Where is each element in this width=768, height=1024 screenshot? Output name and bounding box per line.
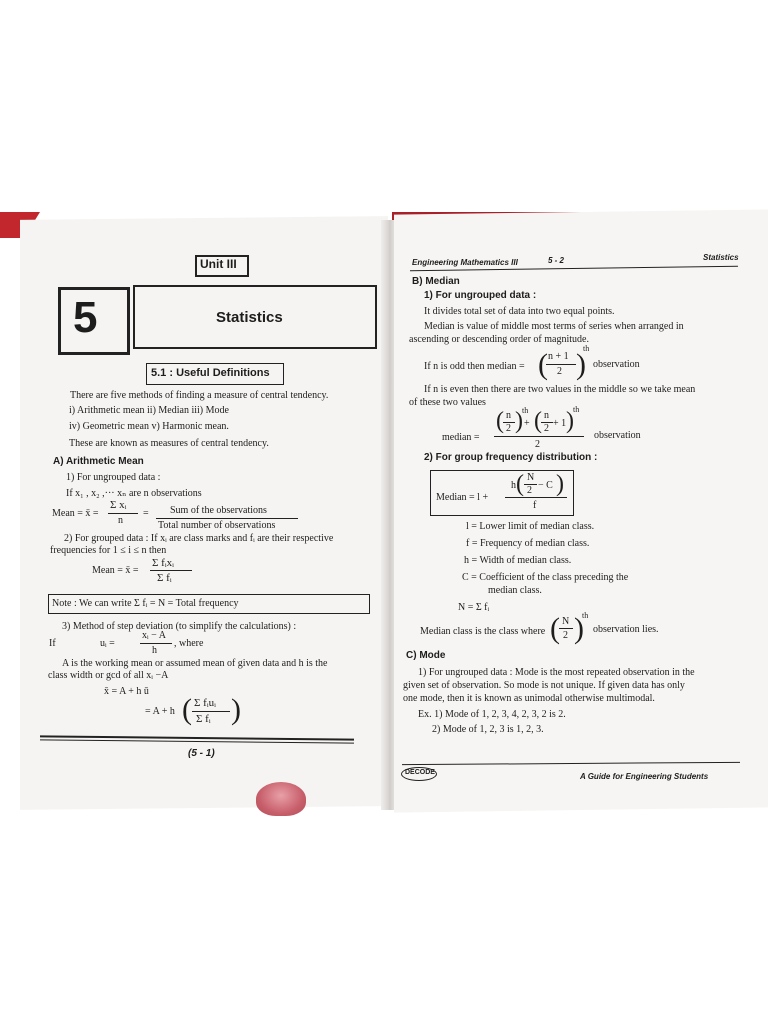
intro-text: There are five methods of finding a measure of central tendency.	[70, 390, 329, 401]
even-main-fraction-bar	[494, 436, 584, 437]
gm-main-fraction-bar	[505, 497, 567, 498]
arithmetic-mean-heading: A) Arithmetic Mean	[53, 456, 144, 467]
xbar-equation: x̄ = A + h ū	[104, 686, 149, 697]
ui-denominator: h	[152, 645, 157, 656]
grouped-median-f: f	[533, 500, 537, 511]
c-definition-2: median class.	[488, 585, 542, 596]
gm-left-paren: (	[516, 471, 524, 497]
note-text: Note : We can write Σ fᵢ = N = Total frequency	[52, 598, 239, 609]
even-text-2: of these two values	[409, 397, 486, 408]
median-class-text: Median class is the class where	[420, 626, 546, 637]
odd-observation: observation	[593, 359, 640, 370]
working-mean-text: A is the working mean or assumed mean of given data and h is the	[62, 658, 328, 669]
right-paren: )	[231, 693, 241, 726]
f-definition: f = Frequency of median class.	[466, 538, 590, 549]
mc-th: th	[582, 611, 589, 620]
even-text-1: If n is even then there are two values in the middle so we take mean	[424, 384, 696, 395]
methods-line-1: i) Arithmetic mean ii) Median iii) Mode	[69, 405, 229, 416]
final-fraction-bar	[192, 711, 230, 712]
running-header-center: 5 - 2	[548, 256, 565, 265]
mean2-lhs: Mean = x̄ =	[92, 565, 139, 576]
right-footer-text: A Guide for Engineering Students	[580, 772, 709, 781]
even-two-1: 2	[506, 423, 511, 434]
even-observation: observation	[594, 430, 641, 441]
h-definition: h = Width of median class.	[464, 555, 572, 566]
left-page-number: (5 - 1)	[188, 748, 215, 759]
final-numerator: Σ fᵢuᵢ	[194, 697, 216, 709]
mean2-numerator: Σ fᵢxᵢ	[152, 557, 174, 569]
even-paren-2-right: )	[566, 408, 574, 434]
mode-text-3: one mode, then it is known as unimodal otherwise multimodal.	[403, 693, 655, 704]
methods-line-2: iv) Geometric mean v) Harmonic mean.	[69, 421, 229, 432]
odd-fraction-bar	[546, 364, 576, 365]
odd-left-paren: (	[538, 348, 548, 381]
grouped-data-text: 2) For grouped data : If xᵢ are class marks and fᵢ are their respective	[64, 533, 334, 544]
odd-right-paren: )	[576, 348, 586, 381]
ui-lhs: uᵢ =	[100, 638, 115, 649]
section-heading: 5.1 : Useful Definitions	[151, 367, 270, 379]
chapter-number: 5	[73, 293, 98, 342]
mc-left-paren: (	[550, 612, 560, 645]
grouped-median-two: 2	[527, 485, 532, 496]
frequencies-text: frequencies for 1 ≤ i ≤ n then	[50, 545, 167, 556]
obs-lies-text: observation lies.	[593, 624, 659, 635]
grouped-median-N: N	[527, 472, 535, 483]
mode-example-2: 2) Mode of 1, 2, 3 is 1, 2, 3.	[432, 724, 544, 735]
odd-th: th	[583, 344, 590, 353]
mc-right-paren: )	[574, 612, 584, 645]
running-header-left: Engineering Mathematics III	[412, 258, 518, 267]
equals-sign: =	[143, 508, 149, 519]
decode-logo-text: DECODE	[405, 769, 435, 776]
if-word: If	[49, 638, 56, 649]
sum-of-observations: Sum of the observations	[170, 505, 267, 516]
final-denominator: Σ fᵢ	[196, 713, 211, 725]
mc-two: 2	[563, 630, 568, 641]
step-deviation-text: 3) Method of step deviation (to simplify the calculations) :	[62, 621, 297, 632]
even-plus: +	[524, 418, 530, 429]
mc-fraction-bar	[559, 628, 573, 629]
n-denominator: n	[118, 515, 123, 526]
mode-example-1: Ex. 1) Mode of 1, 2, 3, 4, 2, 3, 2 is 2.	[418, 709, 566, 720]
odd-numerator: n + 1	[548, 351, 569, 362]
ui-numerator: xᵢ − A	[142, 630, 166, 641]
even-paren-2-left: (	[534, 408, 542, 434]
running-header-right: Statistics	[703, 253, 739, 262]
grouped-median-lhs: Median = l +	[436, 492, 489, 503]
observations-text: If x₁ , x₂ ,··· xₙ are n observations	[66, 488, 202, 499]
thumb-holding-book	[256, 782, 306, 816]
ungrouped-median-label: 1) For ungrouped data :	[424, 290, 537, 301]
ui-fraction-bar	[140, 643, 172, 644]
observations-fraction-bar	[156, 518, 298, 519]
even-th-2: th	[573, 405, 580, 414]
where-text: , where	[174, 638, 204, 649]
unit-label: Unit III	[200, 257, 237, 271]
mode-heading: C) Mode	[406, 650, 446, 661]
total-observations: Total number of observations	[158, 520, 276, 531]
grouped-median-minus-c: − C	[538, 480, 553, 491]
even-paren-1-right: )	[515, 408, 523, 434]
mean-fraction-bar	[108, 513, 138, 514]
gm-right-paren: )	[556, 471, 564, 497]
known-as-text: These are known as measures of central tendency.	[69, 438, 269, 449]
even-th-1: th	[522, 406, 529, 415]
even-plus-one: + 1	[553, 418, 567, 429]
median-definition-1: Median is value of middle most terms of series when arranged in	[424, 321, 684, 332]
mean2-denominator: Σ fᵢ	[157, 572, 172, 584]
mode-text-1: 1) For ungrouped data : Mode is the most repeated observation in the	[418, 667, 695, 678]
even-n-1: n	[506, 410, 511, 421]
even-median-lhs: median =	[442, 432, 480, 443]
median-definition-2: ascending or descending order of magnitude.	[409, 334, 589, 345]
mean-lhs: Mean = x̄ =	[52, 508, 99, 519]
even-paren-1-left: (	[496, 408, 504, 434]
ungrouped-label: 1) For ungrouped data :	[66, 472, 161, 483]
even-two-2: 2	[544, 423, 549, 434]
final-lhs: = A + h	[145, 706, 175, 717]
grouped-median-h: h	[511, 480, 516, 491]
even-n-2: n	[544, 410, 549, 421]
mode-text-2: given set of observation. So mode is not unique. If given data has only	[403, 680, 685, 691]
l-definition: l = Lower limit of median class.	[466, 521, 595, 532]
N-definition: N = Σ fᵢ	[458, 602, 490, 613]
class-width-text: class width or gcd of all xᵢ −A	[48, 670, 169, 681]
divides-text: It divides total set of data into two equal points.	[424, 306, 615, 317]
median-heading: B) Median	[412, 276, 460, 287]
chapter-title: Statistics	[216, 309, 283, 326]
c-definition-1: C = Coefficient of the class preceding the	[462, 572, 629, 583]
mean2-fraction-bar	[150, 570, 192, 571]
odd-median-lhs: If n is odd then median =	[424, 361, 525, 372]
grouped-median-label: 2) For group frequency distribution :	[424, 452, 598, 463]
sum-xi: Σ xᵢ	[110, 499, 127, 511]
even-main-denominator: 2	[535, 439, 540, 450]
mc-N: N	[562, 616, 570, 627]
odd-denominator: 2	[557, 366, 562, 377]
left-paren: (	[182, 693, 192, 726]
